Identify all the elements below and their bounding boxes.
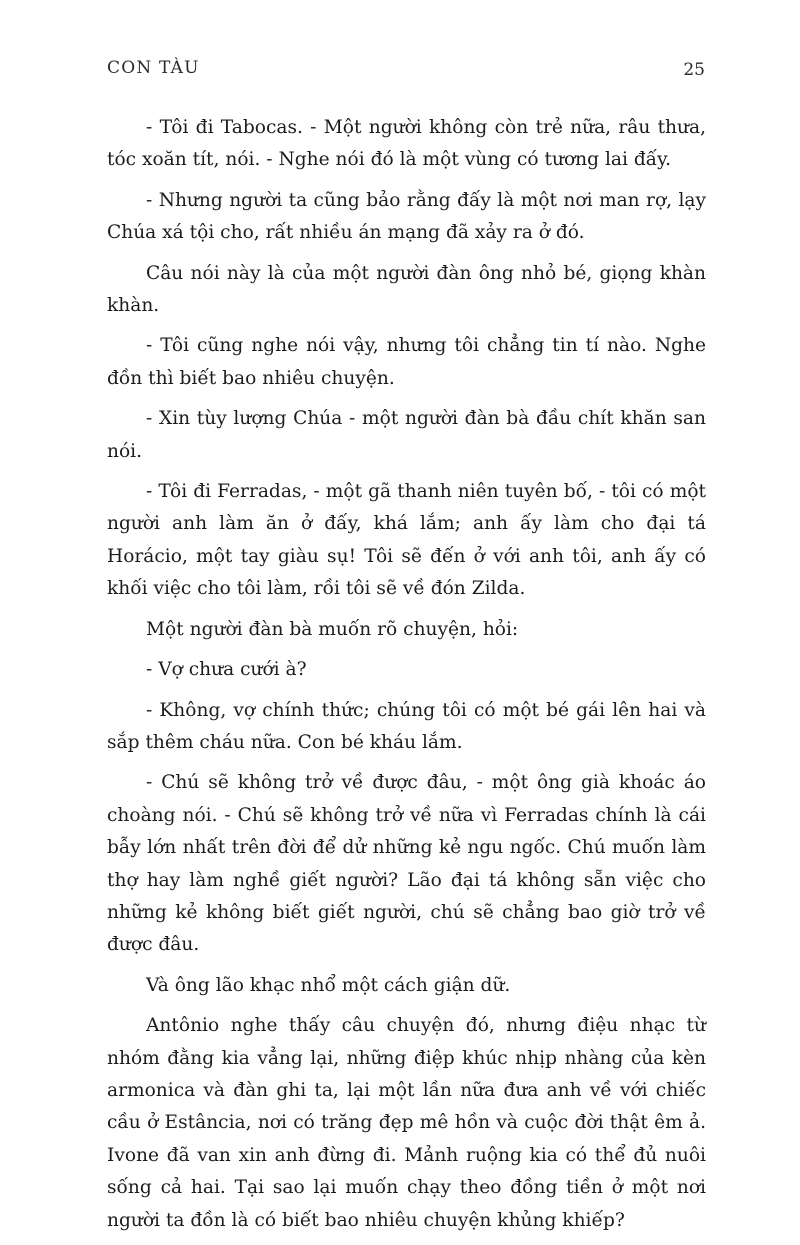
paragraph: Antônio nghe thấy câu chuyện đó, nhưng điệu nhạc từ nhóm đằng kia vẳng lại, những điệp khúc nhịp nhàng của kèn armonica và đàn ghi ta, lại một lần nữa đưa anh về với chiếc cầu ở Estância, nơi có trăng đẹp mê hồn và cuộc đời thật êm ả. Ivone đã van xin anh đừng đi. Mảnh ruộng kia có thể đủ nuôi sống cả hai. Tại sao lại muốn chạy theo đồng tiền ở một nơi người ta đồn là có biết bao nhiêu chuyện khủng khiếp? bbox=[107, 1015, 706, 1231]
paragraph: - Chú sẽ không trở về được đâu, - một ông già khoác áo choàng nói. - Chú sẽ không trở về nữa vì Ferradas chính là cái bẫy lớn nhất trên đời để dử những kẻ ngu ngốc. Chú muốn làm thợ hay làm nghề giết người? Lão đại tá không sẵn việc cho những kẻ không biết giết người, chú sẽ chẳng bao giờ trở về được đâu. bbox=[107, 772, 706, 956]
page-number: 25 bbox=[683, 60, 705, 80]
paragraph: Câu nói này là của một người đàn ông nhỏ bé, giọng khàn khàn. bbox=[107, 262, 706, 317]
paragraph: Và ông lão khạc nhổ một cách giận dữ. bbox=[146, 974, 511, 996]
paragraph: - Nhưng người ta cũng bảo rằng đấy là một nơi man rợ, lạy Chúa xá tội cho, rất nhiều án mạng đã xảy ra ở đó. bbox=[107, 189, 706, 244]
paragraph: - Tôi đi Ferradas, - một gã thanh niên tuyên bố, - tôi có một người anh làm ăn ở đấy, khá lắm; anh ấy làm cho đại tá Horácio, một tay giàu sụ! Tôi sẽ đến ở với anh tôi, anh ấy có khối việc cho tôi làm, rồi tôi sẽ về đón Zilda. bbox=[107, 481, 706, 600]
paragraph: - Xin tùy lượng Chúa - một người đàn bà đầu chít khăn san nói. bbox=[107, 408, 706, 462]
paragraph: - Tôi cũng nghe nói vậy, nhưng tôi chẳng tin tí nào. Nghe đồn thì biết bao nhiêu chuyện. bbox=[107, 335, 706, 389]
paragraph: - Tôi đi Tabocas. - Một người không còn trẻ nữa, râu thưa, tóc xoăn tít, nói. - Nghe nói đó là một vùng có tương lai đấy. bbox=[107, 117, 706, 171]
body-text bbox=[107, 112, 706, 1245]
running-title: CON TÀU bbox=[107, 58, 200, 78]
paragraph: Một người đàn bà muốn rõ chuyện, hỏi: bbox=[146, 618, 519, 640]
paragraph: - Không, vợ chính thức; chúng tôi có một bé gái lên hai và sắp thêm cháu nữa. Con bé kháu lắm. bbox=[107, 699, 706, 753]
paragraph: - Vợ chưa cưới à? bbox=[146, 659, 307, 681]
